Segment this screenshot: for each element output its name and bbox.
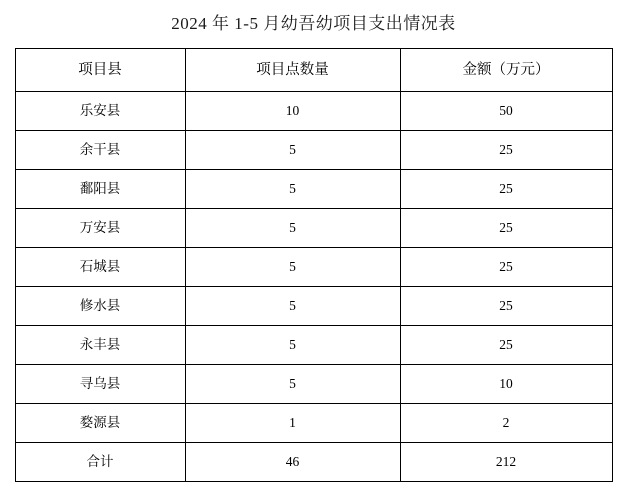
cell-sites: 5: [185, 209, 400, 248]
cell-amount: 25: [400, 131, 612, 170]
expenditure-table: [15, 48, 613, 482]
table-row: [15, 170, 612, 209]
cell-amount: 25: [400, 326, 612, 365]
cell-county: 乐安县: [15, 92, 185, 131]
column-header-county: 项目县: [15, 49, 185, 92]
table-row: [15, 209, 612, 248]
table-header-row: [15, 49, 612, 92]
cell-county: 寻乌县: [15, 365, 185, 404]
cell-county: 修水县: [15, 287, 185, 326]
column-header-sites: 项目点数量: [185, 49, 400, 92]
table-body: [15, 92, 612, 482]
table-row: [15, 287, 612, 326]
cell-sites-total: 46: [185, 443, 400, 482]
cell-county: 婺源县: [15, 404, 185, 443]
page-title: 2024 年 1-5 月幼吾幼项目支出情况表: [171, 14, 456, 33]
table-row: [15, 248, 612, 287]
cell-amount: 10: [400, 365, 612, 404]
cell-sites: 10: [185, 92, 400, 131]
cell-amount: 50: [400, 92, 612, 131]
table-total-row: [15, 443, 612, 482]
cell-sites: 5: [185, 365, 400, 404]
cell-county: 余干县: [15, 131, 185, 170]
table-row: [15, 131, 612, 170]
cell-amount: 25: [400, 248, 612, 287]
cell-sites: 5: [185, 131, 400, 170]
cell-amount: 25: [400, 287, 612, 326]
table-row: [15, 365, 612, 404]
cell-county: 万安县: [15, 209, 185, 248]
column-header-amount: 金额（万元）: [400, 49, 612, 92]
table-row: [15, 92, 612, 131]
cell-county: 鄱阳县: [15, 170, 185, 209]
cell-county-total: 合计: [15, 443, 185, 482]
cell-sites: 5: [185, 248, 400, 287]
cell-sites: 5: [185, 170, 400, 209]
cell-sites: 5: [185, 326, 400, 365]
cell-amount: 25: [400, 170, 612, 209]
table-row: [15, 326, 612, 365]
cell-county: 永丰县: [15, 326, 185, 365]
cell-amount-total: 212: [400, 443, 612, 482]
cell-county: 石城县: [15, 248, 185, 287]
table-row: [15, 404, 612, 443]
cell-sites: 1: [185, 404, 400, 443]
cell-amount: 25: [400, 209, 612, 248]
cell-amount: 2: [400, 404, 612, 443]
cell-sites: 5: [185, 287, 400, 326]
